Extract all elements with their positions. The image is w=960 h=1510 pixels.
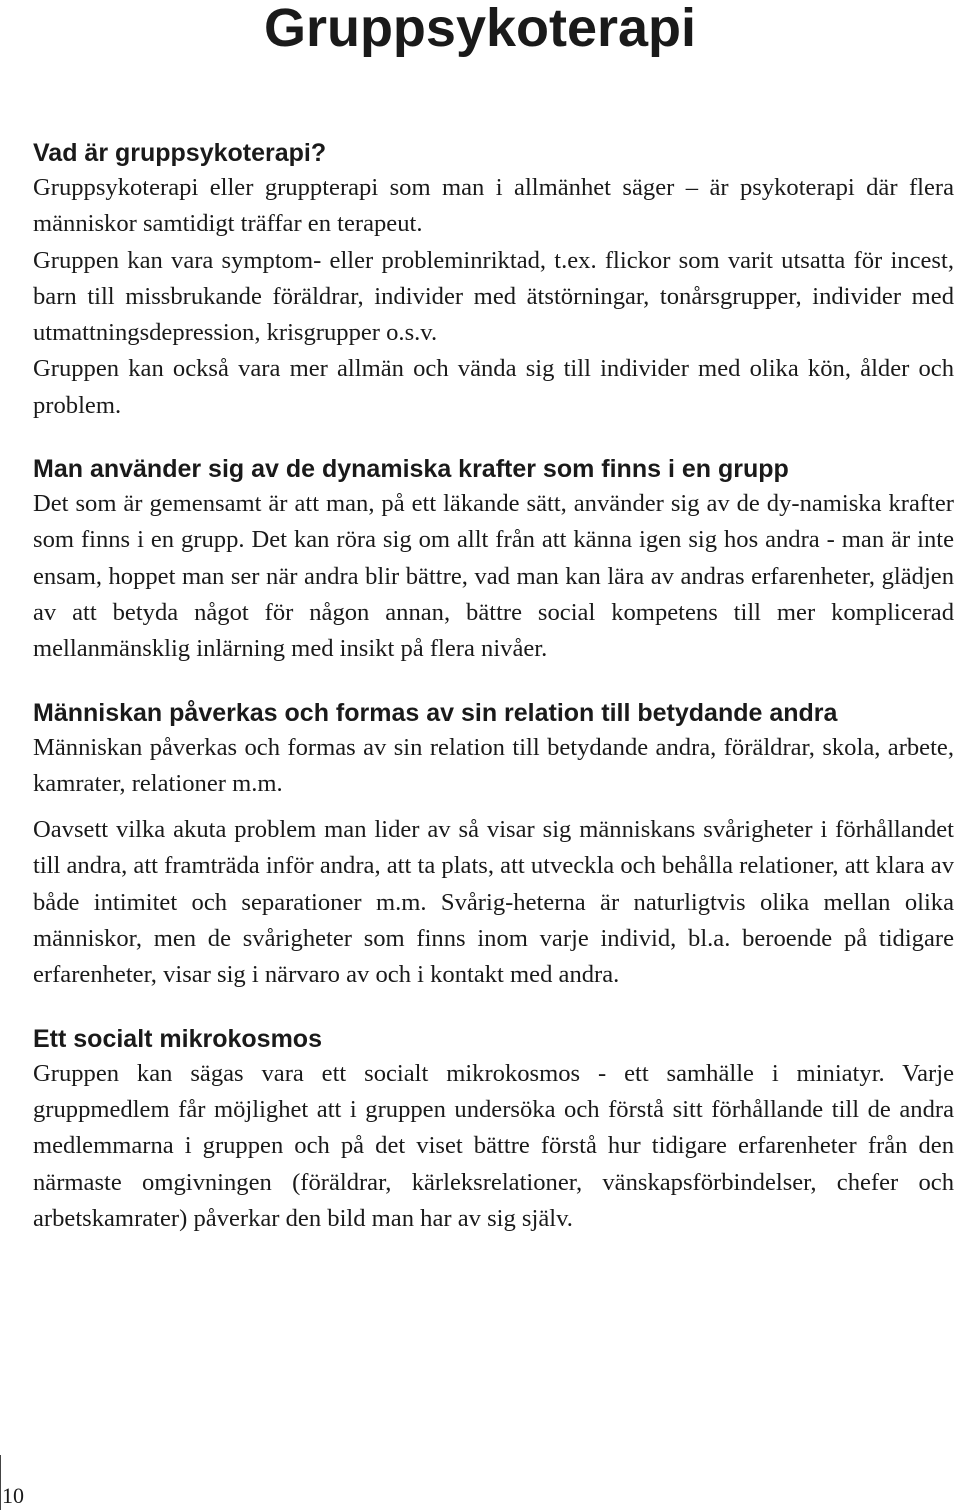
paragraph: Det som är gemensamt är att man, på ett läkande sätt, använder sig av de dy-namiska krafter som finns i en grupp. Det kan röra sig om allt från att känna igen sig hos andra - man är inte ensam, hoppet man ser när andra blir bättre, vad man kan lära av andras erfarenheter, glädjen av att betyda något för någon annan, bättre social kompetens till mer komplicerad mellanmänsklig inlärning med insikt på flera nivåer. (33, 490, 954, 663)
section-heading-socialt-mikrokosmos: Ett socialt mikrokosmos (33, 1024, 322, 1053)
paragraph: Gruppen kan också vara mer allmän och vända sig till individer med olika kön, ålder och problem. (33, 355, 954, 419)
paragraph: Gruppen kan sägas vara ett socialt mikrokosmos - ett samhälle i miniatyr. Varje gruppmedlem får möjlighet att i gruppen undersöka och förstå sitt förhållande till de andra medlemmarna i gruppen och på det viset bättre förstå hur tidigare erfarenheter från den närmaste omgivningen (föräldrar, kärleksrelationer, vänskapsförbindelser, chefer och arbetskamrater) påverkar den bild man har av sig själv. (33, 1059, 954, 1232)
paragraph: Oavsett vilka akuta problem man lider av så visar sig människans svårigheter i förhållandet till andra, att framträda inför andra, att ta plats, att utveckla och behålla relationer, att klara av både intimitet och separationer m.m. Svårig-heterna är naturligtvis olika mellan olika människor, men de svårigheter som finns inom varje individ, bl.a. beroende på tidigare erfarenheter, visar sig i närvaro av och i kontakt med andra. (33, 816, 954, 989)
paragraph: Gruppsykoterapi eller gruppterapi som man i allmänhet säger – är psykoterapi där flera människor samtidigt träffar en terapeut. (33, 174, 954, 238)
page-edge-rule (0, 1455, 1, 1510)
paragraph: Gruppen kan vara symptom- eller probleminriktad, t.ex. flickor som varit utsatta för incest, barn till missbrukande föräldrar, individer med ätstörningar, tonårsgrupper, individer med utmattningsdepression, krisgrupper o.s.v. (33, 246, 954, 347)
paragraph: Människan påverkas och formas av sin relation till betydande andra, föräldrar, skola, arbete, kamrater, relationer m.m. (33, 733, 954, 797)
section-heading-manniskan-paverkas: Människan påverkas och formas av sin relation till betydande andra (33, 698, 838, 727)
page-number: 10 (2, 1483, 24, 1508)
section-heading-dynamiska-krafter: Man använder sig av de dynamiska krafter som finns i en grupp (33, 455, 789, 484)
section-heading-vad-ar: Vad är gruppsykoterapi? (33, 139, 327, 167)
page-title: Gruppsykoterapi (263, 0, 697, 58)
document-body (33, 136, 954, 1237)
